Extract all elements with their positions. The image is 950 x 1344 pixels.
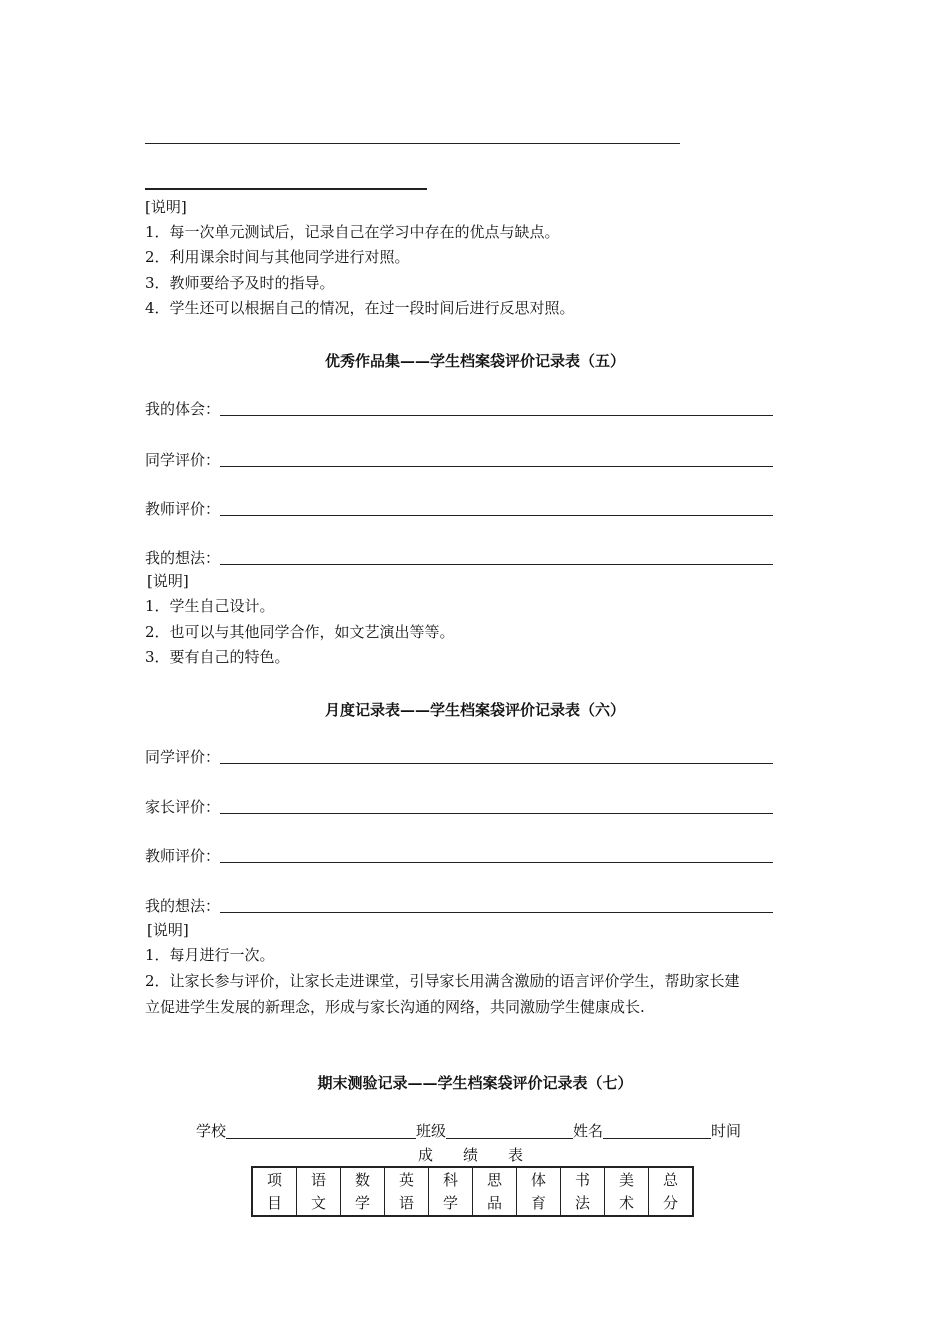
note-item: 1．每月进行一次。 (145, 946, 275, 964)
table-cell-math: 数 学 (341, 1167, 385, 1216)
form5-field-thoughts[interactable] (145, 547, 773, 568)
blank-line (220, 450, 773, 467)
note-item: 3．要有自己的特色。 (145, 648, 290, 666)
note-item: 3．教师要给予及时的指导。 (145, 274, 335, 292)
notes-header: [说明] (147, 921, 189, 939)
note-item: 立促进学生发展的新理念，形成与家长沟通的网络，共同激励学生健康成长. (145, 998, 645, 1016)
blank-line (220, 548, 773, 565)
class-label: 班级 (416, 1122, 447, 1140)
name-input[interactable] (603, 1122, 711, 1139)
form5-field-teacher-review[interactable] (145, 498, 773, 519)
field-label: 我的想法： (145, 897, 221, 915)
table-cell-morality: 思 品 (473, 1167, 517, 1216)
blank-line (220, 896, 773, 913)
blank-line (220, 499, 773, 516)
form6-field-thoughts[interactable] (145, 895, 773, 916)
table-cell-item: 项 目 (252, 1167, 297, 1216)
form6-title: 月度记录表——学生档案袋评价记录表（六） (324, 701, 625, 719)
grades-table (251, 1166, 694, 1217)
note-item: 4．学生还可以根据自己的情况，在过一段时间后进行反思对照。 (145, 299, 575, 317)
blank-line (220, 399, 773, 416)
form6-field-peer-review[interactable] (145, 746, 773, 767)
field-label: 我的体会： (145, 400, 221, 418)
blank-line (220, 846, 773, 863)
note-item: 2．也可以与其他同学合作，如文艺演出等等。 (145, 623, 455, 641)
table-cell-pe: 体 育 (517, 1167, 561, 1216)
form5-title: 优秀作品集——学生档案袋评价记录表（五） (324, 352, 625, 370)
school-input[interactable] (226, 1122, 416, 1139)
field-label: 同学评价： (145, 748, 221, 766)
form7-info-row (196, 1120, 741, 1141)
table-cell-science: 科 学 (429, 1167, 473, 1216)
notes-header: [说明] (147, 572, 189, 590)
field-label: 同学评价： (145, 451, 221, 469)
table-cell-art: 美 术 (605, 1167, 649, 1216)
notes-header: [说明] (145, 198, 187, 216)
field-label: 教师评价： (145, 847, 221, 865)
form6-field-parent-review[interactable] (145, 796, 773, 817)
blank-line-short (145, 188, 427, 190)
table-title: 成 绩 表 (418, 1146, 524, 1164)
note-item: 1．每一次单元测试后，记录自己在学习中存在的优点与缺点。 (145, 223, 560, 241)
note-item: 1．学生自己设计。 (145, 597, 275, 615)
table-cell-chinese: 语 文 (297, 1167, 341, 1216)
time-label: 时间 (711, 1122, 742, 1140)
form5-field-experience[interactable] (145, 398, 773, 419)
form6-field-teacher-review[interactable] (145, 845, 773, 866)
form7-title: 期末测验记录——学生档案袋评价记录表（七） (317, 1074, 633, 1092)
blank-line-top (145, 143, 680, 144)
note-item: 2．让家长参与评价，让家长走进课堂，引导家长用满含激励的语言评价学生，帮助家长建 (145, 972, 740, 990)
field-label: 我的想法： (145, 549, 221, 567)
form5-field-peer-review[interactable] (145, 449, 773, 470)
blank-line (220, 797, 773, 814)
field-label: 家长评价： (145, 798, 221, 816)
table-cell-total: 总 分 (649, 1167, 694, 1216)
class-input[interactable] (446, 1122, 573, 1139)
table-row (252, 1167, 693, 1216)
note-item: 2．利用课余时间与其他同学进行对照。 (145, 248, 410, 266)
field-label: 教师评价： (145, 500, 221, 518)
blank-line (220, 747, 773, 764)
school-label: 学校 (196, 1122, 227, 1140)
name-label: 姓名 (573, 1122, 604, 1140)
table-cell-calligraphy: 书 法 (561, 1167, 605, 1216)
table-cell-english: 英 语 (385, 1167, 429, 1216)
